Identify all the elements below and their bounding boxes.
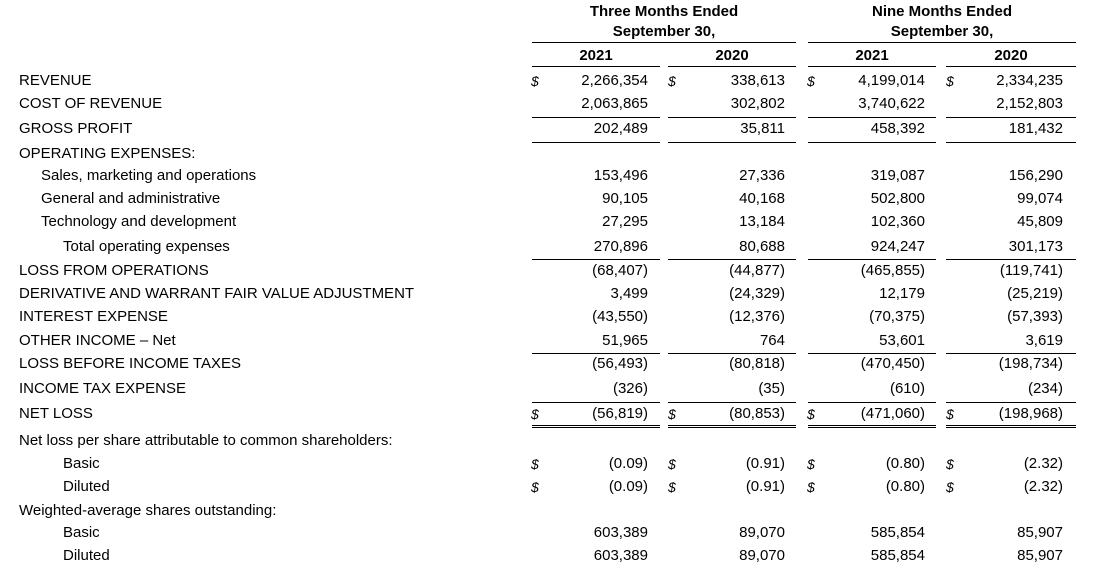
cell-value: 202,489 bbox=[593, 120, 648, 137]
row-label: COST OF REVENUE bbox=[19, 95, 163, 112]
cell-value: (0.09) bbox=[608, 455, 648, 472]
cell-value: 2,334,235 bbox=[996, 72, 1063, 89]
cell-value: (471,060) bbox=[860, 405, 925, 422]
subtotal-rule bbox=[668, 402, 796, 403]
cell-value: 12,179 bbox=[879, 285, 925, 302]
cell-value: (2.32) bbox=[1023, 478, 1063, 495]
cell-value: 603,389 bbox=[593, 524, 648, 541]
cell-value: 45,809 bbox=[1017, 213, 1063, 230]
cell-value: (234) bbox=[1027, 380, 1063, 397]
cell-value: (610) bbox=[889, 380, 925, 397]
subtotal-rule bbox=[808, 353, 936, 354]
subtotal-rule bbox=[808, 402, 936, 403]
row-label: Basic bbox=[63, 455, 100, 472]
currency-symbol: $ bbox=[946, 73, 954, 89]
row-label: GROSS PROFIT bbox=[19, 120, 133, 137]
cell-value: 458,392 bbox=[870, 120, 925, 137]
row-label: Diluted bbox=[63, 547, 110, 564]
cell-value: 2,266,354 bbox=[581, 72, 648, 89]
cell-value: 27,336 bbox=[739, 167, 785, 184]
currency-symbol: $ bbox=[668, 73, 676, 89]
currency-symbol: $ bbox=[531, 406, 539, 422]
cell-value: 85,907 bbox=[1017, 524, 1063, 541]
cell-value: 502,800 bbox=[870, 190, 925, 207]
row-label: Weighted-average shares outstanding: bbox=[19, 502, 277, 519]
total-double-rule bbox=[532, 425, 660, 428]
cell-value: 3,499 bbox=[610, 285, 648, 302]
year-header: 2020 bbox=[715, 47, 749, 64]
row-label: Sales, marketing and operations bbox=[41, 167, 257, 184]
row-label: Basic bbox=[63, 524, 100, 541]
subtotal-rule bbox=[532, 259, 660, 260]
year-rule bbox=[808, 66, 936, 67]
total-double-rule bbox=[808, 425, 936, 428]
cell-value: (57,393) bbox=[1007, 308, 1063, 325]
cell-value: (0.09) bbox=[608, 478, 648, 495]
cell-value: 3,619 bbox=[1025, 332, 1063, 349]
cell-value: (80,818) bbox=[729, 355, 785, 372]
header-three-months-line2: September 30, bbox=[612, 23, 716, 40]
cell-value: 181,432 bbox=[1008, 120, 1063, 137]
row-label: Total operating expenses bbox=[63, 238, 230, 255]
header-nine-months-line1: Nine Months Ended bbox=[872, 3, 1012, 20]
subtotal-rule bbox=[946, 142, 1076, 143]
cell-value: 2,063,865 bbox=[581, 95, 648, 112]
cell-value: 924,247 bbox=[870, 238, 925, 255]
subtotal-rule bbox=[808, 142, 936, 143]
year-header: 2020 bbox=[994, 47, 1028, 64]
currency-symbol: $ bbox=[807, 479, 815, 495]
currency-symbol: $ bbox=[807, 73, 815, 89]
cell-value: (44,877) bbox=[729, 262, 785, 279]
subtotal-rule bbox=[532, 117, 660, 118]
subtotal-rule bbox=[808, 117, 936, 118]
cell-value: (0.80) bbox=[885, 455, 925, 472]
currency-symbol: $ bbox=[531, 456, 539, 472]
currency-symbol: $ bbox=[807, 406, 815, 422]
row-label: General and administrative bbox=[41, 190, 221, 207]
cell-value: 89,070 bbox=[739, 524, 785, 541]
subtotal-rule bbox=[668, 353, 796, 354]
currency-symbol: $ bbox=[668, 479, 676, 495]
cell-value: 51,965 bbox=[602, 332, 648, 349]
row-label: NET LOSS bbox=[19, 405, 93, 422]
cell-value: (80,853) bbox=[729, 405, 785, 422]
cell-value: 3,740,622 bbox=[858, 95, 925, 112]
cell-value: 80,688 bbox=[739, 238, 785, 255]
currency-symbol: $ bbox=[531, 479, 539, 495]
row-label: DERIVATIVE AND WARRANT FAIR VALUE ADJUSTMENT bbox=[19, 285, 415, 302]
subtotal-rule bbox=[946, 402, 1076, 403]
row-label: OTHER INCOME – Net bbox=[19, 332, 176, 349]
subtotal-rule bbox=[946, 117, 1076, 118]
row-label: LOSS FROM OPERATIONS bbox=[19, 262, 209, 279]
currency-symbol: $ bbox=[946, 479, 954, 495]
cell-value: (24,329) bbox=[729, 285, 785, 302]
currency-symbol: $ bbox=[946, 456, 954, 472]
cell-value: 270,896 bbox=[593, 238, 648, 255]
cell-value: (198,968) bbox=[998, 405, 1063, 422]
row-label: INTEREST EXPENSE bbox=[19, 308, 168, 325]
subtotal-rule bbox=[532, 353, 660, 354]
row-label: INCOME TAX EXPENSE bbox=[19, 380, 186, 397]
cell-value: 319,087 bbox=[870, 167, 925, 184]
cell-value: 4,199,014 bbox=[858, 72, 925, 89]
subtotal-rule bbox=[668, 117, 796, 118]
header-three-months-line1: Three Months Ended bbox=[589, 3, 739, 20]
cell-value: 764 bbox=[759, 332, 785, 349]
row-label: Net loss per share attributable to common shareholders: bbox=[19, 432, 393, 449]
cell-value: (35) bbox=[758, 380, 785, 397]
cell-value: 338,613 bbox=[730, 72, 785, 89]
cell-value: 85,907 bbox=[1017, 547, 1063, 564]
subtotal-rule bbox=[668, 142, 796, 143]
cell-value: 99,074 bbox=[1017, 190, 1063, 207]
cell-value: (465,855) bbox=[860, 262, 925, 279]
cell-value: 603,389 bbox=[593, 547, 648, 564]
total-double-rule bbox=[668, 425, 796, 428]
year-header: 2021 bbox=[579, 47, 613, 64]
cell-value: (68,407) bbox=[592, 262, 648, 279]
cell-value: (470,450) bbox=[860, 355, 925, 372]
cell-value: 13,184 bbox=[739, 213, 785, 230]
cell-value: 40,168 bbox=[739, 190, 785, 207]
row-label: Technology and development bbox=[41, 213, 237, 230]
cell-value: (56,819) bbox=[592, 405, 648, 422]
subtotal-rule bbox=[532, 402, 660, 403]
year-rule bbox=[668, 66, 796, 67]
cell-value: 89,070 bbox=[739, 547, 785, 564]
row-label: Diluted bbox=[63, 478, 110, 495]
currency-symbol: $ bbox=[668, 406, 676, 422]
cell-value: (0.91) bbox=[745, 455, 785, 472]
currency-symbol: $ bbox=[668, 456, 676, 472]
cell-value: 2,152,803 bbox=[996, 95, 1063, 112]
cell-value: (56,493) bbox=[592, 355, 648, 372]
cell-value: 35,811 bbox=[740, 120, 785, 137]
subtotal-rule bbox=[946, 259, 1076, 260]
currency-symbol: $ bbox=[946, 406, 954, 422]
cell-value: 53,601 bbox=[879, 332, 925, 349]
cell-value: 585,854 bbox=[870, 547, 925, 564]
row-label: LOSS BEFORE INCOME TAXES bbox=[19, 355, 241, 372]
cell-value: 302,802 bbox=[730, 95, 785, 112]
cell-value: 102,360 bbox=[870, 213, 925, 230]
cell-value: (12,376) bbox=[729, 308, 785, 325]
cell-value: 90,105 bbox=[602, 190, 648, 207]
cell-value: (43,550) bbox=[592, 308, 648, 325]
cell-value: (25,219) bbox=[1007, 285, 1063, 302]
cell-value: (70,375) bbox=[869, 308, 925, 325]
currency-symbol: $ bbox=[531, 73, 539, 89]
cell-value: (119,741) bbox=[999, 262, 1063, 279]
subtotal-rule bbox=[808, 259, 936, 260]
year-rule bbox=[946, 66, 1076, 67]
currency-symbol: $ bbox=[807, 456, 815, 472]
cell-value: (198,734) bbox=[998, 355, 1063, 372]
cell-value: 301,173 bbox=[1008, 238, 1063, 255]
cell-value: 585,854 bbox=[870, 524, 925, 541]
cell-value: 156,290 bbox=[1008, 167, 1063, 184]
total-double-rule bbox=[946, 425, 1076, 428]
year-header: 2021 bbox=[855, 47, 889, 64]
cell-value: (0.80) bbox=[885, 478, 925, 495]
header-rule-three bbox=[532, 42, 796, 43]
subtotal-rule bbox=[668, 259, 796, 260]
header-nine-months-line2: September 30, bbox=[890, 23, 994, 40]
cell-value: 153,496 bbox=[593, 167, 648, 184]
subtotal-rule bbox=[946, 353, 1076, 354]
cell-value: (0.91) bbox=[745, 478, 785, 495]
header-rule-nine bbox=[808, 42, 1076, 43]
subtotal-rule bbox=[532, 142, 660, 143]
row-label: REVENUE bbox=[19, 72, 92, 89]
cell-value: (2.32) bbox=[1023, 455, 1063, 472]
row-label: OPERATING EXPENSES: bbox=[19, 145, 196, 162]
cell-value: 27,295 bbox=[602, 213, 648, 230]
year-rule bbox=[532, 66, 660, 67]
cell-value: (326) bbox=[612, 380, 648, 397]
